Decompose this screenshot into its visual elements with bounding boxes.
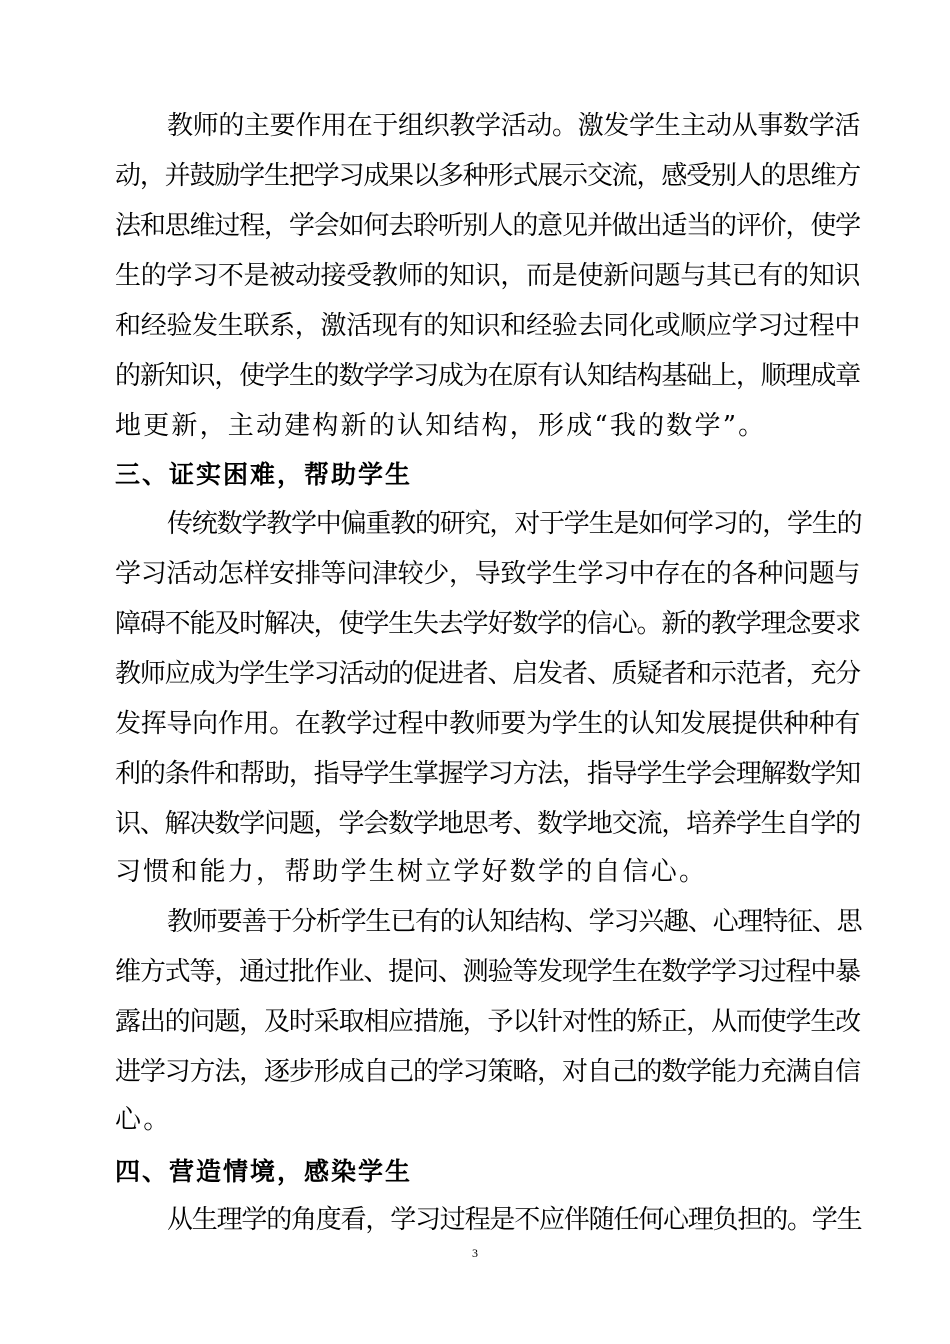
paragraph-3-line-5: 心。 [115, 1105, 172, 1135]
paragraph-1-line-7: 地更新，主动建构新的认知结构，形成“我的数学”。 [115, 411, 767, 441]
paragraph-3-line-4: 进学习方法，逐步形成自己的学习策略，对自己的数学能力充满自信 [115, 1057, 860, 1087]
paragraph-3-line-3: 露出的问题，及时采取相应措施，予以针对性的矫正，从而使学生改 [115, 1007, 860, 1037]
paragraph-1-line-2: 动，并鼓励学生把学习成果以多种形式展示交流，感受别人的思维方 [115, 161, 860, 191]
paragraph-1-line-6: 的新知识，使学生的数学学习成为在原有认知结构基础上，顺理成章 [115, 361, 860, 391]
paragraph-1-line-4: 生的学习不是被动接受教师的知识，而是使新问题与其已有的知识 [115, 261, 860, 291]
paragraph-1-line-5: 和经验发生联系，激活现有的知识和经验去同化或顺应学习过程中 [115, 311, 860, 341]
paragraph-1-line-1: 教师的主要作用在于组织教学活动。激发学生主动从事数学活 [167, 111, 860, 141]
paragraph-2-line-3: 障碍不能及时解决，使学生失去学好数学的信心。新的教学理念要求 [115, 609, 860, 639]
section-heading-4: 四、营造情境，感染学生 [115, 1157, 413, 1186]
paragraph-2-line-7: 识、解决数学问题，学会数学地思考、数学地交流，培养学生自学的 [115, 809, 860, 839]
section-heading-3: 三、证实困难，帮助学生 [115, 460, 413, 489]
paragraph-3-line-1: 教师要善于分析学生已有的认知结构、学习兴趣、心理特征、思 [167, 907, 862, 937]
paragraph-2-line-8: 习惯和能力，帮助学生树立学好数学的自信心。 [115, 857, 708, 887]
paragraph-2-line-6: 利的条件和帮助，指导学生掌握学习方法，指导学生学会理解数学知 [115, 759, 860, 789]
paragraph-2-line-1: 传统数学教学中偏重教的研究，对于学生是如何学习的，学生的 [167, 509, 862, 539]
paragraph-2-line-4: 教师应成为学生学习活动的促进者、启发者、质疑者和示范者，充分 [115, 659, 860, 689]
paragraph-4-line-1: 从生理学的角度看，学习过程是不应伴随任何心理负担的。学生 [167, 1205, 862, 1235]
paragraph-2-line-5: 发挥导向作用。在教学过程中教师要为学生的认知发展提供种种有 [115, 709, 860, 739]
paragraph-1-line-3: 法和思维过程，学会如何去聆听别人的意见并做出适当的评价，使学 [115, 211, 860, 241]
page-number: 3 [472, 1246, 478, 1260]
paragraph-2-line-2: 学习活动怎样安排等问津较少，导致学生学习中存在的各种问题与 [115, 559, 860, 589]
paragraph-3-line-2: 维方式等，通过批作业、提问、测验等发现学生在数学学习过程中暴 [115, 957, 860, 987]
